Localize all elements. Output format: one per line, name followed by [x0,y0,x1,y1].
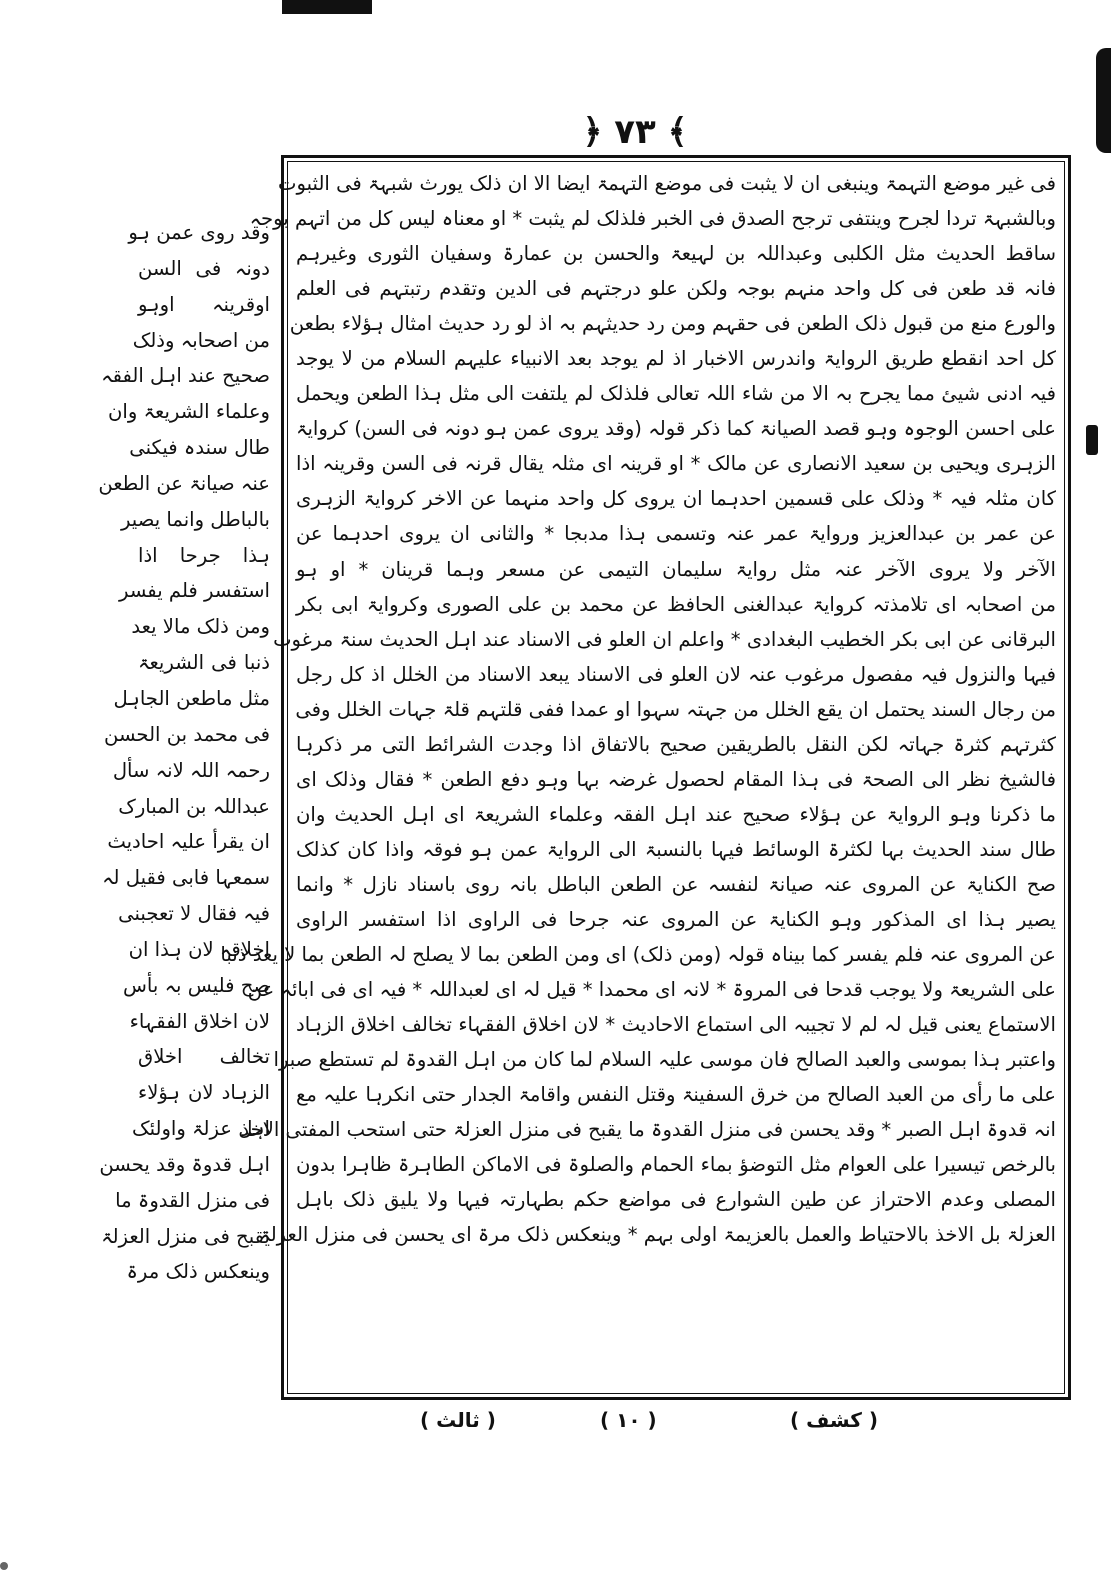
main-text-line: فالشیخ نظر الی الصحۃ فی ہذا المقام لحصول غرضہ بہا وہو دفع الطعن * فقال وذلک ای [296,767,1056,791]
margin-note-line: طال سندہ فیکنی [129,436,270,460]
margin-note-line: عنہ صیانۃ عن الطعن [98,471,270,495]
margin-note-line: بالباطل وانما یصیر [121,507,270,531]
scan-ink-mark-top [282,0,372,14]
main-text-line: بالرخص تیسیرا علی العوام مثل التوضؤ بماء الحمام والصلوۃ فی الاماکن الطاہرۃ ظاہرا بدون [296,1153,1056,1177]
main-text-line: علی الشریعۃ ولا یوجب قدحا فی المروۃ * لانہ ای محمدا * قیل لہ ای لعبداللہ * فیہ ای فی ابائہ عن [247,978,1056,1002]
main-text-line: المصلی وعدم الاحتراز عن طین الشوارع فی مواضع حکم بطہارتہ فیہا ولا یلیق ذلک باہل [296,1188,1056,1212]
scan-ink-mark-right [1096,48,1111,153]
page-number: ﴿ ٧٣ ﴾ [582,112,688,152]
margin-note-line: اہل عزلۃ واولئک [132,1117,270,1141]
margin-note-line: ان یقرأ علیہ احادیث [107,830,270,854]
main-text-line: عن عمر بن عبدالعزیز وروایۃ عمر عنہ وتسمی ہذا مدبجا * والثانی ان یروی احدہما عن [296,522,1056,546]
margin-commentary [98,215,270,1290]
margin-note-line: رحمہ اللہ لانہ سأل [112,758,270,782]
main-text-body [220,166,1056,1252]
main-text-line: یصیر ہذا ای المذکور وہو الکنایۃ عن المروی عنہ جرحا فی الراوی اذا استفسر الراوی [296,907,1056,931]
main-text-line: العزلۃ بل الاخذ بالاحتیاط والعمل بالعزیمۃ اولی بہم * وینعکس ذلک مرۃ ای یحسن فی منزل العزلۃ [259,1223,1056,1247]
main-text-line: واعتبر ہذا بموسی والعبد الصالح فان موسی علیہ السلام لما کان من اہل القدوۃ لم تستطع صبرا [273,1048,1056,1072]
main-text-line: طال سند الحدیث بہا لکثرۃ الوسائط فیہا بالنسبۃ الی الروایۃ عمن ہو فوقہ واذا کان کذلک [296,837,1056,861]
margin-note-line: عبداللہ بن المبارک [118,794,270,818]
main-text-line: کثرتہم کثرۃ جہاتہ لکن النقل بالطریقین صحیح بالاتفاق اذا وجدت الشرائط التی مر ذکرہا [296,732,1056,756]
main-text-line: فیہا والنزول فیہ مفصول مرغوب عنہ لان العلو فی الاسناد یبعد الاسناد من الخلل اذ کل رجل [296,662,1056,686]
main-text-line: ساقط الحدیث مثل الکلبی وعبداللہ بن لہیعۃ والحسن بن عمارۃ وسفیان الثوری وغیرہم [296,242,1056,266]
scan-speck [0,1562,8,1570]
main-text-line: عن المروی عنہ فلم یفسر کما بیناہ قولہ (ومن ذلک) ای ومن الطعن بما لا یصلح لہ الطعن بما لا یعد ذنبا [220,943,1056,967]
page-footer [400,1402,900,1438]
margin-note-line: استفسر فلم یفسر [119,579,270,603]
main-text-line: الآخر ولا یروی الآخر عنہ مثل روایۃ سلیمان التیمی عن مسعر وہما قرینان * او ہو [296,557,1056,581]
main-text-line: علی احسن الوجوہ وہو قصد الصیانۃ کما ذکر قولہ (وقد یروی عمن ہو دونہ فی السن) کروایۃ [296,417,1056,441]
margin-note-line: وعلماء الشریعۃ وان [108,400,270,424]
margin-note-line: ومن ذلک مالا یعد [131,615,270,639]
main-text-line: وبالشبہۃ تردا لجرح وینتفی ترجح الصدق فی الخبر فلذلک لم یثبت * او معناہ لیس کل من اتہم بوجہ [249,207,1056,231]
margin-note-line: وقد روی عمن ہو [128,221,270,244]
main-text-line: فانہ قد طعن فی کل واحد منہم بوجہ ولکن علو درجتہم فی الدین وتقدم رتبتہم فی العلم [296,277,1056,301]
main-text-line: من اصحابہ ای تلامذتہ کروایۃ عبدالغنی الحافظ عن محمد بن علی الصوری وکروایۃ ابی بکر [296,592,1056,616]
margin-note-line: وینعکس ذلک مرۃ [126,1260,270,1284]
margin-note-line: فی منزل القدوۃ ما [115,1188,270,1212]
margin-note-line: فی محمد بن الحسن [104,722,270,746]
main-text-line: الاستماع یعنی قیل لہ لم لا تجیبہ الی استماع الاحادیث * لان اخلاق الفقہاء تخالف اخلاق الزہاد [296,1013,1056,1037]
margin-note-line: من اصحابہ وذلک [132,328,270,352]
margin-note-line: فیہ فقال لا تعجبنی [118,902,270,926]
main-text-line: کان مثلہ فیہ * وذلک علی قسمین احدہما ان یروی کل واحد منہما عن الاخر کروایۃ الزہری [296,487,1056,511]
main-text-line: فی غیر موضع التہمۃ وینبغی ان لا یثبت فی موضع التہمۃ ایضا الا ان ذلک یورث شبہۃ فی الثبوت [278,172,1056,195]
main-text-line: کل احد انقطع طریق الروایۃ واندرس الاخبار اذ لم یوجد بعد الانبیاء علیہم السلام من لا یوجد [296,347,1056,371]
main-text-line: ما ذکرنا وہو الروایۃ عن ہؤلاء صحیح عند اہل الفقہ وعلماء الشریعۃ ای اہل الحدیث وان [296,802,1056,826]
margin-note-line: دونہ فی السن [138,256,270,280]
main-text-line: علی ما رأی من العبد الصالح من خرق السفینۃ وقتل النفس واقامۃ الجدار حتی انکرہا علیہ مع [296,1083,1056,1107]
margin-note-line: مثل ماطعن الجاہل [113,686,270,710]
scan-ink-mark-right-small [1086,425,1098,455]
footer-signature-number: ( ١٠ ) [600,1408,657,1432]
margin-note-line: صح فلیس بہ بأس [123,973,270,997]
footer-book-name: ( کشف ) [790,1408,879,1432]
margin-note-line: لان اخلاق الفقہاء [129,1009,270,1033]
main-text-line: من رجال السند یحتمل ان یقع الخلل من جہتہ سہوا او عمدا ففی قلتہم قلۃ جہات الخلل وفی [295,697,1056,721]
footer-volume: ( ثالث ) [420,1408,496,1432]
margin-note-line: الزہاد لان ہؤلاء [138,1081,270,1105]
main-text-line: والورع منع من قبول ذلک الطعن فی حقہم ومن رد حدیثہم بہ اذ لو رد حدیث امثال ہؤلاء بطعن [289,312,1056,336]
margin-note-line: اخلاقہ لان ہذا ان [128,937,270,961]
margin-note-line: اہل قدوۃ وقد یحسن [99,1152,270,1176]
margin-note-line: تخالف اخلاق [138,1045,270,1069]
margin-note-line: سمعہا فابی فقیل لہ [102,866,270,890]
margin-note-line: ہذا جرحا اذا [138,543,270,567]
main-text-line: صح الکنایۃ عن المروی عنہ صیانۃ لنفسہ عن الطعن الباطل بانہ روی باسناد نازل * وانما [296,872,1056,896]
main-text-line: الزہری ویحیی بن سعید الانصاری عن مالک * او قرینہ ای مثلہ یقال قرنہ فی السن وقرینہ اذا [296,452,1056,476]
margin-note-line: اوقرینہ اوہو [138,292,270,316]
main-text-line: فیہ ادنی شیئ مما یجرح بہ الا من شاء اللہ تعالی فلذلک لم یلتفت الی مثل ہذا الطعن ویحمل [296,382,1056,406]
main-text-frame [220,155,1071,1400]
margin-note-line: یقبح فی منزل العزلۃ [101,1224,270,1248]
main-text-line: انہ قدوۃ اہل الصبر * وقد یحسن فی منزل القدوۃ ما یقبح فی منزل العزلۃ حتی استحب المفتی الاخذ [240,1118,1056,1142]
margin-note-line: ذنبا فی الشریعۃ [138,651,270,675]
margin-note-line: صحیح عند اہل الفقہ [101,364,270,388]
main-text-line: البرقانی عن ابی بکر الخطیب البغدادی * واعلم ان العلو فی الاسناد عند اہل الحدیث سنۃ مرغوب [273,627,1056,651]
